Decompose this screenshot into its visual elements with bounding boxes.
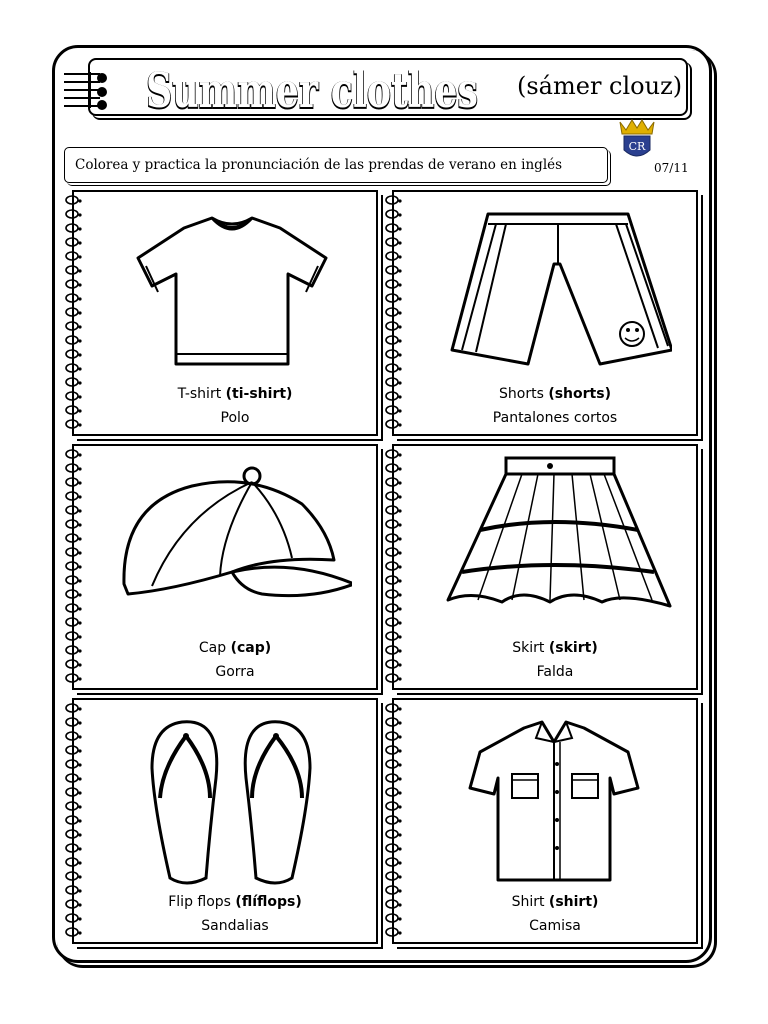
- item-translation: Camisa: [529, 918, 581, 934]
- svg-text:Summer clothes: Summer clothes: [146, 64, 478, 120]
- instruction-text: Colorea y practica la pronunciación de las prendas de verano en inglés: [64, 147, 608, 183]
- clothing-card-shirt: [392, 698, 698, 944]
- spiral-binding-icon: [62, 194, 86, 434]
- item-translation: Gorra: [215, 664, 255, 680]
- svg-text:CR: CR: [628, 140, 646, 153]
- item-name: Cap (cap): [198, 640, 272, 656]
- spiral-binding-icon: [382, 702, 406, 942]
- svg-text:Summer clothes: Summer clothes: [146, 63, 478, 119]
- flip-flops-icon: [112, 708, 352, 888]
- clothing-card-skirt: [392, 444, 698, 690]
- cap-icon: [112, 454, 352, 634]
- item-name: T-shirt (ti-shirt): [177, 386, 293, 402]
- t-shirt-icon: [112, 200, 352, 380]
- clothing-card-flip-flops: [72, 698, 378, 944]
- clothing-card-tshirt: [72, 190, 378, 436]
- item-translation: Falda: [536, 664, 574, 680]
- title-pronunciation: (sámer clouz): [517, 72, 683, 100]
- item-name: Shorts (shorts): [499, 386, 611, 402]
- spiral-binding-icon: [62, 448, 86, 688]
- shirt-icon: [432, 708, 672, 888]
- item-name: Shirt (shirt): [511, 894, 599, 910]
- school-logo: [612, 118, 662, 164]
- clothing-card-shorts: [392, 190, 698, 436]
- item-translation: Pantalones cortos: [492, 410, 618, 426]
- spiral-binding-icon: [62, 702, 86, 942]
- music-staff-icon: [60, 68, 110, 110]
- date-label: 07/11: [654, 161, 689, 175]
- item-name: Skirt (skirt): [512, 640, 598, 656]
- shorts-icon: [432, 200, 672, 380]
- spiral-binding-icon: [382, 194, 406, 434]
- item-translation: Sandalias: [201, 918, 269, 934]
- page-title: [140, 58, 485, 120]
- item-name: Flip flops (flíflops): [168, 894, 302, 910]
- skirt-icon: [432, 454, 672, 634]
- clothing-card-cap: [72, 444, 378, 690]
- spiral-binding-icon: [382, 448, 406, 688]
- item-translation: Polo: [220, 410, 250, 426]
